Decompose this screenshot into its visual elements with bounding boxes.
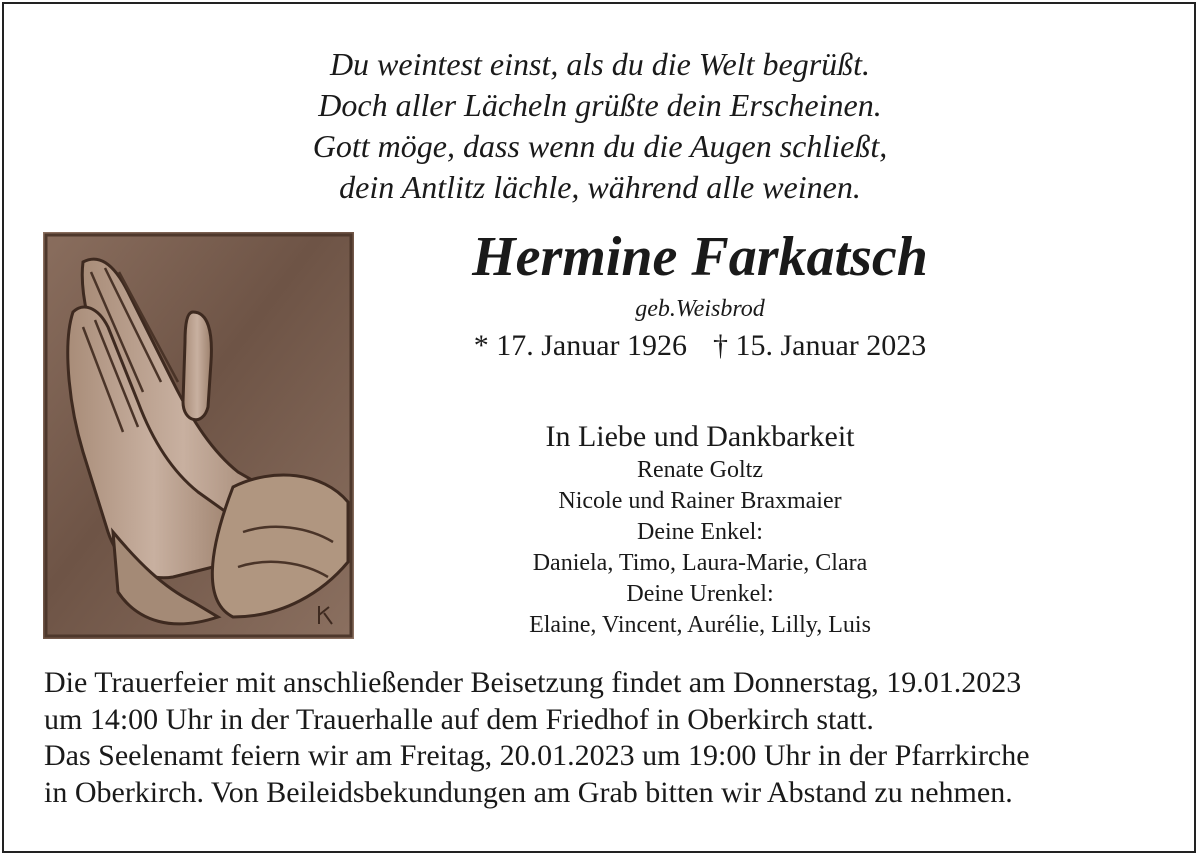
mourner-line: Deine Enkel: xyxy=(637,519,763,545)
deceased-name: Hermine Farkatsch xyxy=(472,226,928,288)
mourner-line: Deine Urenkel: xyxy=(626,581,774,607)
maiden-name: geb.Weisbrod xyxy=(635,296,765,322)
mourner-line: Elaine, Vincent, Aurélie, Lilly, Luis xyxy=(529,612,871,638)
notice-line: um 14:00 Uhr in der Trauerhalle auf dem Friedhof in Oberkirch statt. xyxy=(44,702,874,736)
poem-line: Doch aller Lächeln grüßte dein Erscheinen. xyxy=(318,87,882,123)
birth-date: * 17. Januar 1926 xyxy=(473,329,687,362)
notice-line: in Oberkirch. Von Beileidsbekundungen am Grab bitten wir Abstand zu nehmen. xyxy=(44,775,1013,809)
mourner-line: Nicole und Rainer Braxmaier xyxy=(558,488,842,514)
life-dates xyxy=(400,327,1000,365)
poem-line: Gott möge, dass wenn du die Augen schließt, xyxy=(312,128,888,164)
poem xyxy=(0,44,1200,208)
poem-line: dein Antlitz lächle, während alle weinen. xyxy=(339,169,861,205)
death-date: † 15. Januar 2023 xyxy=(713,329,927,362)
mourner-line: Renate Goltz xyxy=(637,457,763,483)
mourners-heading: In Liebe und Dankbarkeit xyxy=(545,420,855,453)
notice-line: Die Trauerfeier mit anschließender Beisetzung findet am Donnerstag, 19.01.2023 xyxy=(44,666,1022,699)
notice-line: Das Seelenamt feiern wir am Freitag, 20.01.2023 um 19:00 Uhr in der Pfarrkirche xyxy=(44,739,1030,772)
poem-line: Du weintest einst, als du die Welt begrüßt. xyxy=(329,46,871,82)
funeral-notice xyxy=(44,665,1174,811)
mourners xyxy=(400,419,1000,641)
mourner-line: Daniela, Timo, Laura-Marie, Clara xyxy=(532,550,868,576)
praying-hands-icon xyxy=(43,232,354,639)
